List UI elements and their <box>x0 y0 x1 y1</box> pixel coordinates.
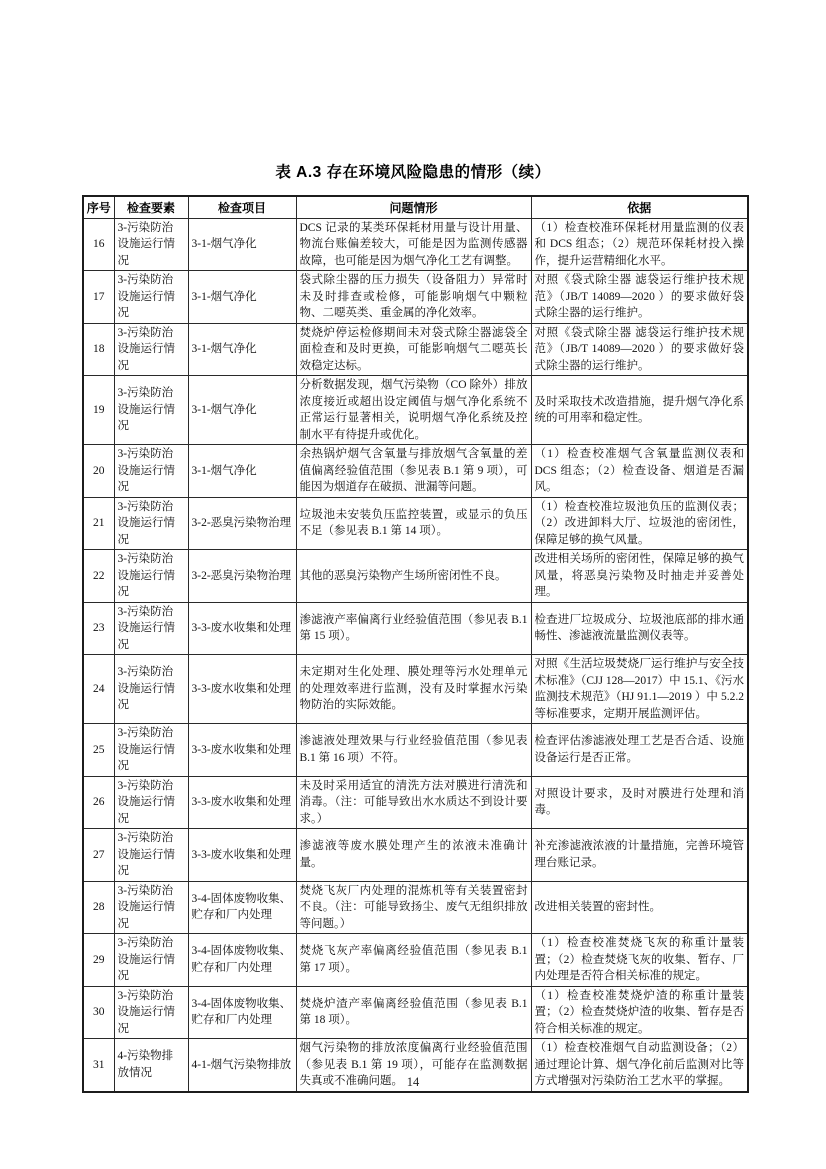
cell-inspection-element: 3-污染防治设施运行情况 <box>114 497 188 550</box>
cell-inspection-item: 3-3-废水收集和处理 <box>188 724 296 777</box>
cell-inspection-item: 3-1-烟气净化 <box>188 445 296 498</box>
cell-basis: 对照《袋式除尘器 滤袋运行维护技术规范》（JB/T 14089—2020 ）的要求做好袋式除尘器的运行维护。 <box>531 271 748 324</box>
table-row <box>83 724 748 777</box>
cell-inspection-element: 3-污染防治设施运行情况 <box>114 934 188 987</box>
table-row <box>83 881 748 934</box>
cell-inspection-item: 3-3-废水收集和处理 <box>188 655 296 724</box>
table-row <box>83 323 748 376</box>
cell-inspection-item: 3-1-烟气净化 <box>188 323 296 376</box>
cell-problem-situation: 未及时采用适宜的清洗方法对膜进行清洗和消毒。（注：可能导致出水水质达不到设计要求。） <box>296 776 531 829</box>
cell-row-number: 27 <box>83 829 114 882</box>
cell-basis: （1）检查校准烟气含氧量监测仪表和 DCS 组态；（2）检查设备、烟道是否漏风。 <box>531 445 748 498</box>
table-row <box>83 602 748 655</box>
cell-row-number: 21 <box>83 497 114 550</box>
cell-row-number: 19 <box>83 376 114 445</box>
cell-inspection-element: 3-污染防治设施运行情况 <box>114 986 188 1039</box>
column-header-problem: 问题情形 <box>296 196 531 218</box>
table-row <box>83 550 748 603</box>
table-title: 表 A.3 存在环境风险隐患的情形（续） <box>275 164 551 181</box>
cell-inspection-item: 3-1-烟气净化 <box>188 218 296 271</box>
table-row <box>83 497 748 550</box>
table-row <box>83 934 748 987</box>
cell-inspection-item: 4-1-烟气污染物排放 <box>188 1039 296 1092</box>
cell-problem-situation: 未定期对生化处理、膜处理等污水处理单元的处理效率进行监测，没有及时掌握水污染物防治的实际效能。 <box>296 655 531 724</box>
cell-row-number: 31 <box>83 1039 114 1092</box>
cell-basis: （1）检查校准环保耗材用量监测的仪表和 DCS 组态；（2）规范环保耗材投入操作，提升运营精细化水平。 <box>531 218 748 271</box>
cell-problem-situation: 焚烧炉停运检修期间未对袋式除尘器滤袋全面检查和及时更换，可能影响烟气二噁英长效稳定达标。 <box>296 323 531 376</box>
cell-basis: 对照《生活垃圾焚烧厂运行维护与安全技术标准》（CJJ 128—2017）中 15.1、《污水监测技术规范》（HJ 91.1—2019 ）中 5.2.2 等标准要求，定期开展监测评估。 <box>531 655 748 724</box>
cell-problem-situation: 其他的恶臭污染物产生场所密闭性不良。 <box>296 550 531 603</box>
cell-problem-situation: 烟气污染物的排放浓度偏离行业经验值范围（参见表 B.1 第 19 项），可能存在监测数据失真或不准确问题。 <box>296 1039 531 1092</box>
cell-problem-situation: 焚烧飞灰产率偏离经验值范围（参见表 B.1 第 17 项）。 <box>296 934 531 987</box>
cell-inspection-element: 3-污染防治设施运行情况 <box>114 218 188 271</box>
table-row <box>83 829 748 882</box>
cell-row-number: 28 <box>83 881 114 934</box>
cell-inspection-element: 3-污染防治设施运行情况 <box>114 323 188 376</box>
cell-row-number: 24 <box>83 655 114 724</box>
table-row <box>83 376 748 445</box>
cell-inspection-element: 3-污染防治设施运行情况 <box>114 602 188 655</box>
table-row <box>83 218 748 271</box>
cell-row-number: 18 <box>83 323 114 376</box>
cell-row-number: 30 <box>83 986 114 1039</box>
cell-row-number: 16 <box>83 218 114 271</box>
cell-basis: （1）检查校准垃圾池负压的监测仪表；（2）改进卸料大厅、垃圾池的密闭性，保障足够的换气风量。 <box>531 497 748 550</box>
table-row <box>83 445 748 498</box>
cell-basis: 对照设计要求，及时对膜进行处理和消毒。 <box>531 776 748 829</box>
page-number: 14 <box>406 1075 420 1089</box>
cell-basis: 改进相关场所的密闭性，保障足够的换气风量，将恶臭污染物及时抽走并妥善处理。 <box>531 550 748 603</box>
table-row <box>83 271 748 324</box>
cell-inspection-item: 3-3-废水收集和处理 <box>188 776 296 829</box>
cell-inspection-element: 3-污染防治设施运行情况 <box>114 724 188 777</box>
cell-problem-situation: 垃圾池未安装负压监控装置，或显示的负压不足（参见表 B.1 第 14 项）。 <box>296 497 531 550</box>
cell-inspection-item: 3-1-烟气净化 <box>188 271 296 324</box>
column-header-no: 序号 <box>83 196 114 218</box>
cell-problem-situation: 袋式除尘器的压力损失（设备阻力）异常时未及时排查或检修，可能影响烟气中颗粒物、二噁英类、重金属的净化效率。 <box>296 271 531 324</box>
cell-inspection-item: 3-4-固体废物收集、贮存和厂内处理 <box>188 881 296 934</box>
cell-inspection-item: 3-2-恶臭污染物治理 <box>188 550 296 603</box>
cell-inspection-item: 3-3-废水收集和处理 <box>188 602 296 655</box>
cell-row-number: 22 <box>83 550 114 603</box>
cell-problem-situation: 渗滤液等废水膜处理产生的浓液未准确计量。 <box>296 829 531 882</box>
cell-problem-situation: 分析数据发现，烟气污染物（CO 除外）排放浓度接近或超出设定阈值与烟气净化系统不正常运行显著相关，说明烟气净化系统及控制水平有待提升或优化。 <box>296 376 531 445</box>
table-header-row <box>83 196 748 218</box>
cell-basis: （1）检查校准焚烧炉渣的称重计量装置；（2）检查焚烧炉渣的收集、暂存是否符合相关标准的规定。 <box>531 986 748 1039</box>
cell-problem-situation: 渗滤液产率偏离行业经验值范围（参见表 B.1 第 15 项）。 <box>296 602 531 655</box>
cell-inspection-item: 3-1-烟气净化 <box>188 376 296 445</box>
cell-basis: 补充渗滤液浓液的计量措施，完善环境管理台账记录。 <box>531 829 748 882</box>
cell-inspection-element: 3-污染防治设施运行情况 <box>114 271 188 324</box>
cell-inspection-element: 3-污染防治设施运行情况 <box>114 376 188 445</box>
cell-problem-situation: 焚烧炉渣产率偏离经验值范围（参见表 B.1 第 18 项）。 <box>296 986 531 1039</box>
cell-problem-situation: DCS 记录的某类环保耗材用量与设计用量、物流台账偏差较大，可能是因为监测传感器故障，也可能是因为烟气净化工艺有调整。 <box>296 218 531 271</box>
cell-inspection-element: 3-污染防治设施运行情况 <box>114 829 188 882</box>
cell-inspection-item: 3-4-固体废物收集、贮存和厂内处理 <box>188 934 296 987</box>
cell-basis: 检查进厂垃圾成分、垃圾池底部的排水通畅性、渗滤液流量监测仪表等。 <box>531 602 748 655</box>
cell-inspection-element: 3-污染防治设施运行情况 <box>114 655 188 724</box>
cell-basis: （1）检查校准焚烧飞灰的称重计量装置；（2）检查焚烧飞灰的收集、暂存、厂内处理是否符合相关标准的规定。 <box>531 934 748 987</box>
table-row <box>83 655 748 724</box>
cell-problem-situation: 余热锅炉烟气含氧量与排放烟气含氧量的差值偏离经验值范围（参见表 B.1 第 9 项），可能因为烟道存在破损、泄漏等问题。 <box>296 445 531 498</box>
cell-inspection-item: 3-4-固体废物收集、贮存和厂内处理 <box>188 986 296 1039</box>
cell-row-number: 20 <box>83 445 114 498</box>
risk-situations-table <box>82 195 749 1093</box>
cell-problem-situation: 渗滤液处理效果与行业经验值范围（参见表 B.1 第 16 项）不符。 <box>296 724 531 777</box>
cell-basis: 改进相关装置的密封性。 <box>531 881 748 934</box>
cell-basis: 检查评估渗滤液处理工艺是否合适、设施设备运行是否正常。 <box>531 724 748 777</box>
column-header-basis: 依据 <box>531 196 748 218</box>
cell-row-number: 26 <box>83 776 114 829</box>
cell-inspection-element: 3-污染防治设施运行情况 <box>114 881 188 934</box>
cell-basis: 对照《袋式除尘器 滤袋运行维护技术规范》（JB/T 14089—2020 ）的要求做好袋式除尘器的运行维护。 <box>531 323 748 376</box>
cell-row-number: 17 <box>83 271 114 324</box>
cell-problem-situation: 焚烧飞灰厂内处理的混炼机等有关装置密封不良。（注：可能导致扬尘、废气无组织排放等问题。） <box>296 881 531 934</box>
cell-basis: 及时采取技术改造措施，提升烟气净化系统的可用率和稳定性。 <box>531 376 748 445</box>
column-header-element: 检查要素 <box>114 196 188 218</box>
cell-row-number: 23 <box>83 602 114 655</box>
table-row <box>83 986 748 1039</box>
cell-basis: （1）检查校准烟气自动监测设备；（2）通过理论计算、烟气净化前后监测对比等方式增强对污染防治工艺水平的掌握。 <box>531 1039 748 1092</box>
cell-inspection-item: 3-2-恶臭污染物治理 <box>188 497 296 550</box>
cell-inspection-element: 4-污染物排放情况 <box>114 1039 188 1092</box>
cell-inspection-element: 3-污染防治设施运行情况 <box>114 550 188 603</box>
cell-inspection-element: 3-污染防治设施运行情况 <box>114 445 188 498</box>
cell-inspection-item: 3-3-废水收集和处理 <box>188 829 296 882</box>
table-body <box>83 218 748 1092</box>
cell-row-number: 25 <box>83 724 114 777</box>
table-row <box>83 776 748 829</box>
cell-inspection-element: 3-污染防治设施运行情况 <box>114 776 188 829</box>
column-header-item: 检查项目 <box>188 196 296 218</box>
cell-row-number: 29 <box>83 934 114 987</box>
